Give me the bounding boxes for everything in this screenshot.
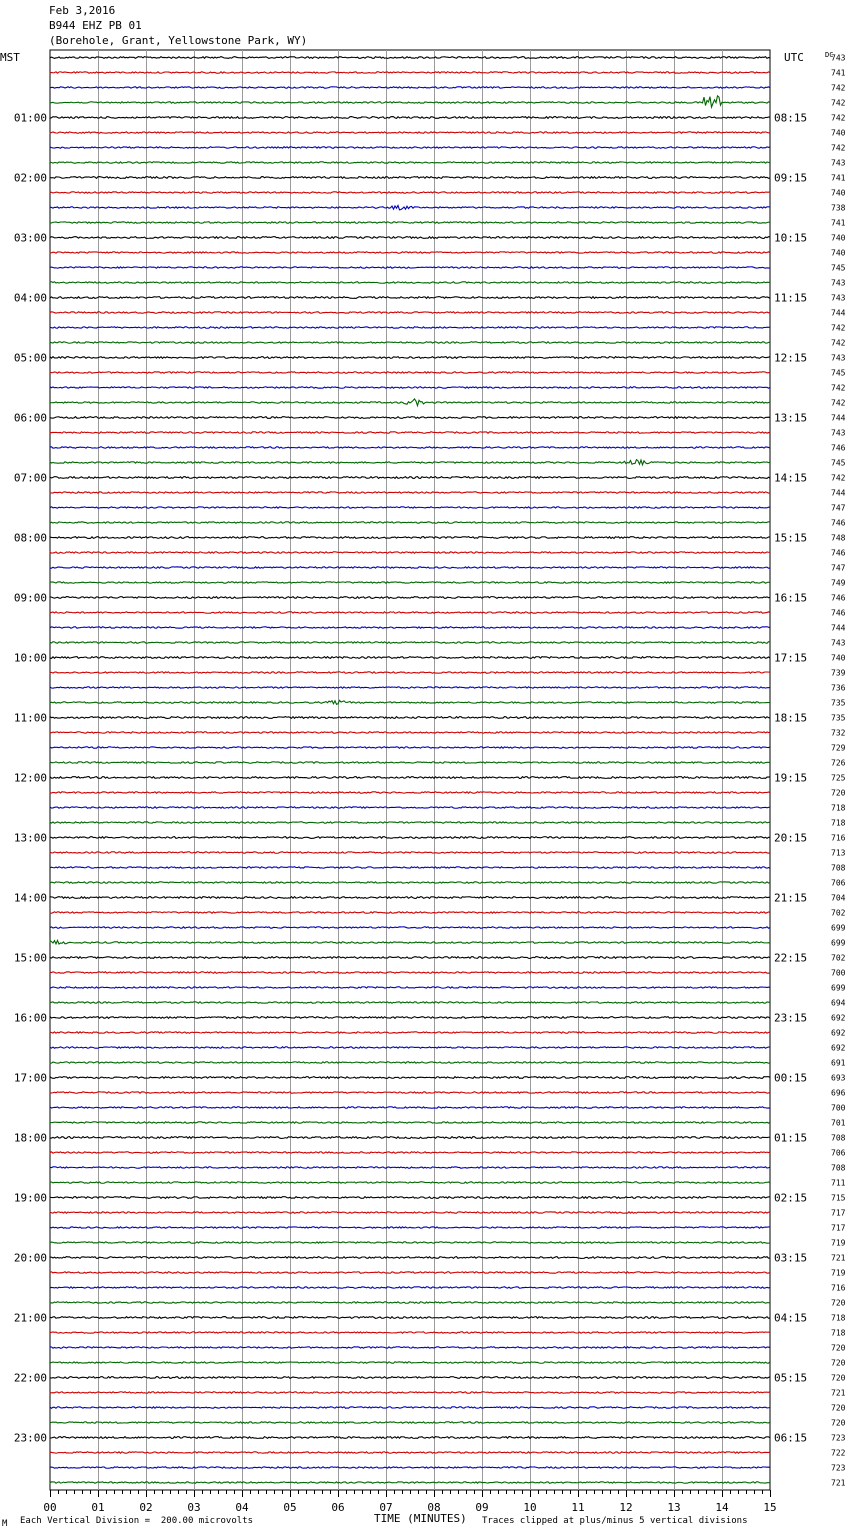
dc-offset-label: 716: [831, 833, 846, 843]
dc-offset-label: 740: [831, 128, 846, 138]
dc-offset-label: 749: [831, 578, 846, 588]
seismic-trace: [50, 1362, 770, 1364]
dc-offset-label: 721: [831, 1253, 846, 1263]
dc-offset-label: 718: [831, 818, 846, 828]
utc-hour-label: 04:15: [774, 1311, 808, 1325]
utc-hour-label: 14:15: [774, 471, 808, 485]
seismic-trace: [50, 897, 770, 899]
mst-hour-label: 14:00: [13, 891, 47, 905]
dc-offset-label: 722: [831, 1448, 846, 1458]
seismic-trace: [50, 267, 770, 268]
seismic-trace: [50, 1452, 770, 1453]
dc-offset-label: 746: [831, 443, 846, 453]
dc-offset-label: 716: [831, 1283, 846, 1293]
dc-offset-label: 738: [831, 203, 846, 213]
mst-hour-label: 19:00: [13, 1191, 47, 1205]
dc-offset-label: 721: [831, 1478, 846, 1488]
seismic-trace: [50, 957, 770, 959]
clip-note: Traces clipped at plus/minus 5 vertical divisions: [482, 1516, 748, 1526]
dc-offset-label: 742: [831, 98, 846, 108]
seismic-trace: [50, 807, 770, 809]
x-tick-label: 12: [619, 1501, 633, 1514]
seismic-trace: [50, 492, 770, 494]
seismic-trace: [50, 1242, 770, 1243]
station-code: B944 EHZ PB 01: [49, 19, 142, 32]
dc-offset-label: 742: [831, 338, 846, 348]
seismic-trace: [50, 1212, 770, 1213]
seismic-trace: [50, 1332, 770, 1334]
seismic-trace: [50, 417, 770, 419]
dc-offset-label: 735: [831, 698, 846, 708]
utc-hour-label: 05:15: [774, 1371, 808, 1385]
dc-offset-label: 747: [831, 503, 846, 513]
dc-offset-label: 718: [831, 1313, 846, 1323]
seismic-trace: [50, 582, 770, 583]
dc-offset-label: 743: [831, 293, 846, 303]
utc-hour-label: 18:15: [774, 711, 808, 725]
seismic-trace: [50, 1257, 770, 1259]
mst-hour-label: 01:00: [13, 111, 47, 125]
mst-hour-label: 17:00: [13, 1071, 47, 1085]
x-tick-label: 06: [331, 1501, 345, 1514]
dc-offset-label: 736: [831, 683, 846, 693]
seismic-trace: [50, 460, 770, 465]
dc-offset-label: 692: [831, 1013, 846, 1023]
seismic-trace: [50, 1437, 770, 1439]
dc-offset-label: 699: [831, 923, 846, 933]
utc-hour-label: 09:15: [774, 171, 808, 185]
dc-offset-label: 717: [831, 1223, 846, 1233]
dc-offset-label: 745: [831, 263, 846, 273]
dc-offset-label: 713: [831, 848, 846, 858]
dc-offset-label: 720: [831, 788, 846, 798]
seismic-trace: [50, 297, 770, 299]
dc-offset-label: 735: [831, 713, 846, 723]
seismic-trace: [50, 1137, 770, 1139]
seismic-trace: [50, 132, 770, 134]
seismic-trace: [50, 567, 770, 568]
dc-offset-label: 743: [831, 428, 846, 438]
dc-offset-label: 718: [831, 803, 846, 813]
dc-offset-label: 696: [831, 1088, 846, 1098]
seismic-trace: [50, 1407, 770, 1409]
utc-hour-label: 12:15: [774, 351, 808, 365]
seismic-trace: [50, 1422, 770, 1423]
seismic-trace: [50, 87, 770, 89]
mst-hour-label: 12:00: [13, 771, 47, 785]
dc-offset-label: 700: [831, 1103, 846, 1113]
seismic-trace: [50, 822, 770, 823]
dc-offset-label: 741: [831, 68, 846, 78]
seismic-trace: [50, 177, 770, 179]
seismic-trace: [50, 477, 770, 479]
seismic-trace: [50, 147, 770, 149]
seismic-trace: [50, 192, 770, 194]
seismic-trace: [50, 597, 770, 599]
mst-hour-label: 11:00: [13, 711, 47, 725]
seismic-trace: [50, 927, 770, 929]
dc-offset-label: 699: [831, 983, 846, 993]
utc-hour-label: 16:15: [774, 591, 808, 605]
x-tick-label: 11: [571, 1501, 585, 1514]
dc-offset-label: 744: [831, 623, 846, 633]
seismic-trace: [50, 882, 770, 884]
dc-offset-label: 744: [831, 488, 846, 498]
dc-offset-label: 740: [831, 653, 846, 663]
x-tick-label: 08: [427, 1501, 441, 1514]
seismic-trace: [50, 162, 770, 164]
dc-offset-label: 742: [831, 113, 846, 123]
seismic-trace: [50, 357, 770, 359]
seismic-trace: [50, 1182, 770, 1183]
dc-offset-label: 741: [831, 173, 846, 183]
utc-hour-label: 10:15: [774, 231, 808, 245]
seismic-trace: [50, 282, 770, 284]
seismic-trace: [50, 1377, 770, 1379]
seismic-trace: [50, 717, 770, 719]
dc-offset-label: 720: [831, 1373, 846, 1383]
dc-offset-label: 740: [831, 188, 846, 198]
mst-hour-label: 03:00: [13, 231, 47, 245]
dc-offset-label: 711: [831, 1178, 846, 1188]
seismic-trace: [50, 1092, 770, 1093]
mst-hour-label: 09:00: [13, 591, 47, 605]
mst-hour-label: 04:00: [13, 291, 47, 305]
seismic-trace: [50, 837, 770, 839]
seismic-trace: [50, 762, 770, 763]
utc-hour-label: 13:15: [774, 411, 808, 425]
dc-offset-label: 720: [831, 1418, 846, 1428]
seismic-trace: [50, 732, 770, 733]
utc-hour-label: 06:15: [774, 1431, 808, 1445]
seismic-trace: [50, 1167, 770, 1169]
dc-offset-label: 715: [831, 1193, 846, 1203]
seismic-trace: [50, 642, 770, 643]
dc-offset-label: 732: [831, 728, 846, 738]
record-date: Feb 3,2016: [49, 4, 116, 17]
dc-offset-label: 745: [831, 458, 846, 468]
seismic-trace: [50, 552, 770, 554]
seismic-trace: [50, 700, 770, 704]
seismic-trace: [50, 940, 770, 944]
dc-offset-label: 742: [831, 323, 846, 333]
x-tick-label: 13: [667, 1501, 681, 1514]
dc-offset-label: 740: [831, 248, 846, 258]
dc-offset-label: 741: [831, 218, 846, 228]
dc-offset-label: 746: [831, 593, 846, 603]
dc-offset-label: 702: [831, 908, 846, 918]
mst-hour-label: 23:00: [13, 1431, 47, 1445]
dc-offset-label: 706: [831, 878, 846, 888]
dc-offset-label: 742: [831, 398, 846, 408]
utc-hour-label: 01:15: [774, 1131, 808, 1145]
seismic-trace: [50, 1317, 770, 1319]
dc-offset-label: 694: [831, 998, 846, 1008]
dc-offset-label: 700: [831, 968, 846, 978]
seismic-trace: [50, 1392, 770, 1393]
mst-hour-label: 22:00: [13, 1371, 47, 1385]
dc-offset-label: 742: [831, 473, 846, 483]
seismic-trace: [50, 867, 770, 869]
dc-offset-label: 692: [831, 1043, 846, 1053]
utc-hour-label: 21:15: [774, 891, 808, 905]
dc-offset-label: 743: [831, 53, 846, 63]
utc-hour-label: 23:15: [774, 1011, 808, 1025]
dc-offset-label: 718: [831, 1328, 846, 1338]
seismic-trace: [50, 1302, 770, 1304]
x-tick-label: 03: [187, 1501, 201, 1514]
mst-hour-label: 06:00: [13, 411, 47, 425]
x-tick-label: 04: [235, 1501, 249, 1514]
seismic-trace: [50, 387, 770, 389]
seismic-trace: [50, 852, 770, 854]
seismic-trace: [50, 1032, 770, 1034]
dc-offset-label: 742: [831, 383, 846, 393]
dc-offset-label: 744: [831, 308, 846, 318]
dc-offset-label: 740: [831, 233, 846, 243]
dc-offset-label: 723: [831, 1433, 846, 1443]
seismic-trace: [50, 117, 770, 119]
utc-hour-label: 08:15: [774, 111, 808, 125]
x-tick-label: 00: [43, 1501, 57, 1514]
seismic-trace: [50, 687, 770, 688]
seismic-trace: [50, 657, 770, 659]
seismic-trace: [50, 72, 770, 74]
utc-hour-label: 03:15: [774, 1251, 808, 1265]
dc-header-label: DC: [825, 51, 834, 59]
seismic-trace: [50, 1482, 770, 1483]
mst-hour-label: 13:00: [13, 831, 47, 845]
dc-offset-label: 726: [831, 758, 846, 768]
seismic-trace: [50, 792, 770, 794]
seismic-trace: [50, 1152, 770, 1153]
x-tick-label: 05: [283, 1501, 297, 1514]
dc-offset-label: 720: [831, 1358, 846, 1368]
seismic-trace: [50, 252, 770, 253]
seismic-trace: [50, 522, 770, 524]
dc-offset-label: 744: [831, 413, 846, 423]
seismic-trace: [50, 612, 770, 614]
dc-offset-label: 721: [831, 1388, 846, 1398]
dc-offset-label: 720: [831, 1298, 846, 1308]
dc-offset-label: 719: [831, 1268, 846, 1278]
seismic-trace: [50, 1062, 770, 1063]
dc-offset-label: 723: [831, 1463, 846, 1473]
seismic-trace: [50, 1227, 770, 1228]
utc-hour-label: 02:15: [774, 1191, 808, 1205]
x-tick-label: 10: [523, 1501, 537, 1514]
dc-offset-label: 693: [831, 1073, 846, 1083]
dc-offset-label: 699: [831, 938, 846, 948]
dc-offset-label: 692: [831, 1028, 846, 1038]
x-tick-label: 15: [763, 1501, 777, 1514]
dc-offset-label: 708: [831, 863, 846, 873]
corner-mark: M: [2, 1519, 8, 1529]
mst-hour-label: 07:00: [13, 471, 47, 485]
dc-offset-label: 743: [831, 353, 846, 363]
dc-offset-label: 745: [831, 368, 846, 378]
utc-hour-label: 22:15: [774, 951, 808, 965]
station-location: (Borehole, Grant, Yellowstone Park, WY): [49, 34, 308, 47]
dc-offset-label: 742: [831, 143, 846, 153]
x-tick-label: 07: [379, 1501, 393, 1514]
dc-offset-label: 702: [831, 953, 846, 963]
mst-hour-label: 18:00: [13, 1131, 47, 1145]
x-tick-label: 01: [91, 1501, 105, 1514]
dc-offset-label: 743: [831, 278, 846, 288]
seismic-trace: [50, 972, 770, 974]
mst-hour-label: 20:00: [13, 1251, 47, 1265]
seismic-trace: [50, 96, 770, 107]
mst-hour-label: 05:00: [13, 351, 47, 365]
mst-axis-label: MST: [0, 51, 20, 64]
seismic-trace: [50, 537, 770, 539]
seismic-trace: [50, 1122, 770, 1123]
seismic-trace: [50, 672, 770, 674]
x-tick-label: 14: [715, 1501, 729, 1514]
utc-hour-label: 00:15: [774, 1071, 808, 1085]
plot-frame: [50, 50, 770, 1490]
seismic-trace: [50, 222, 770, 224]
dc-offset-label: 708: [831, 1133, 846, 1143]
utc-hour-label: 19:15: [774, 771, 808, 785]
seismic-trace: [50, 1287, 770, 1289]
seismic-trace: [50, 1272, 770, 1274]
seismic-trace: [50, 447, 770, 448]
mst-hour-label: 02:00: [13, 171, 47, 185]
dc-offset-label: 746: [831, 518, 846, 528]
mst-hour-label: 16:00: [13, 1011, 47, 1025]
seismic-trace: [50, 327, 770, 329]
dc-offset-label: 739: [831, 668, 846, 678]
seismic-trace: [50, 342, 770, 344]
mst-hour-label: 08:00: [13, 531, 47, 545]
dc-offset-label: 746: [831, 608, 846, 618]
dc-offset-label: 708: [831, 1163, 846, 1173]
utc-hour-label: 17:15: [774, 651, 808, 665]
scale-note: Each Vertical Division = 200.00 microvolts: [20, 1516, 253, 1526]
x-tick-label: 09: [475, 1501, 489, 1514]
seismic-trace: [50, 312, 770, 314]
dc-offset-label: 691: [831, 1058, 846, 1068]
seismic-trace: [50, 1077, 770, 1079]
seismic-trace: [50, 432, 770, 433]
dc-offset-label: 742: [831, 83, 846, 93]
utc-hour-label: 15:15: [774, 531, 808, 545]
dc-offset-label: 725: [831, 773, 846, 783]
seismic-trace: [50, 1197, 770, 1199]
seismic-trace: [50, 1467, 770, 1469]
dc-offset-label: 704: [831, 893, 846, 903]
seismic-trace: [50, 237, 770, 239]
dc-offset-label: 743: [831, 158, 846, 168]
seismic-trace: [50, 1017, 770, 1019]
utc-hour-label: 11:15: [774, 291, 808, 305]
seismic-trace: [50, 206, 770, 210]
seismic-trace: [50, 57, 770, 59]
utc-hour-label: 20:15: [774, 831, 808, 845]
mst-hour-label: 15:00: [13, 951, 47, 965]
x-axis-title: TIME (MINUTES): [374, 1512, 467, 1525]
seismic-trace: [50, 987, 770, 989]
seismic-trace: [50, 507, 770, 508]
seismic-trace: [50, 1002, 770, 1004]
seismic-trace: [50, 747, 770, 749]
x-tick-label: 02: [139, 1501, 153, 1514]
seismic-trace: [50, 372, 770, 374]
seismic-trace: [50, 399, 770, 406]
dc-offset-label: 729: [831, 743, 846, 753]
seismic-trace: [50, 912, 770, 913]
seismic-trace: [50, 777, 770, 779]
dc-offset-label: 717: [831, 1208, 846, 1218]
dc-offset-label: 746: [831, 548, 846, 558]
mst-hour-label: 10:00: [13, 651, 47, 665]
seismic-trace: [50, 1107, 770, 1109]
dc-offset-label: 719: [831, 1238, 846, 1248]
dc-offset-label: 743: [831, 638, 846, 648]
seismic-trace: [50, 1047, 770, 1048]
mst-hour-label: 21:00: [13, 1311, 47, 1325]
dc-offset-label: 706: [831, 1148, 846, 1158]
dc-offset-label: 748: [831, 533, 846, 543]
dc-offset-label: 720: [831, 1403, 846, 1413]
dc-offset-label: 701: [831, 1118, 846, 1128]
dc-offset-label: 720: [831, 1343, 846, 1353]
dc-offset-label: 747: [831, 563, 846, 573]
utc-axis-label: UTC: [784, 51, 804, 64]
seismic-trace: [50, 1347, 770, 1349]
seismic-trace: [50, 627, 770, 629]
